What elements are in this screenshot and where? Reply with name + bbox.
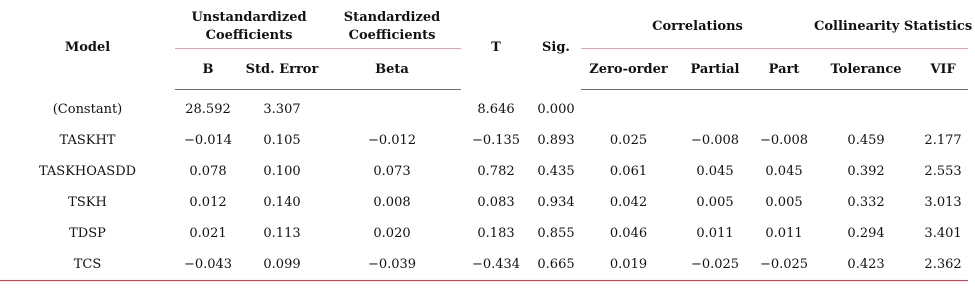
cell-tolerance [814, 90, 918, 126]
cell-zero-order: 0.019 [581, 249, 676, 281]
cell-std-error: 0.113 [263, 226, 301, 241]
cell-vif: 2.177 [924, 133, 962, 148]
cell-part [754, 90, 814, 126]
header-zero-order: Zero-order [581, 49, 676, 90]
row-model: TASKHOASDD [38, 164, 137, 179]
cell-part: 0.011 [765, 226, 803, 241]
cell-beta: −0.012 [367, 133, 417, 148]
cell-beta: 0.008 [373, 195, 411, 210]
header-part: Part [754, 49, 814, 90]
cell-t: 8.646 [477, 101, 515, 117]
header-unstandardized-coefficients [175, 6, 323, 49]
cell-sig: 0.000 [537, 101, 575, 117]
cell-partial: 0.011 [696, 226, 734, 241]
cell-zero-order: 0.042 [609, 195, 648, 210]
cell-b: −0.043 [175, 249, 241, 281]
cell-zero-order: 0.046 [609, 226, 648, 241]
cell-tolerance: 0.392 [847, 164, 885, 179]
cell-b: −0.014 [183, 133, 233, 148]
cell-std-error: 0.140 [263, 195, 301, 210]
cell-b: 0.012 [189, 195, 227, 210]
table-row [0, 187, 968, 218]
cell-std-error: 0.100 [263, 164, 301, 179]
cell-partial: −0.008 [690, 133, 740, 148]
header-b: B [175, 49, 241, 90]
cell-beta: 0.020 [373, 226, 411, 241]
cell-partial: 0.045 [696, 164, 734, 179]
cell-t: −0.135 [471, 133, 521, 148]
cell-sig: 0.435 [537, 164, 575, 179]
cell-vif: 2.362 [918, 249, 968, 281]
cell-b: 28.592 [185, 102, 231, 117]
cell-part: 0.005 [765, 195, 803, 210]
row-model: (Constant) [52, 101, 123, 117]
cell-sig: 0.893 [537, 133, 575, 148]
cell-beta: −0.039 [323, 249, 461, 281]
cell-part: −0.008 [759, 133, 809, 148]
cell-tolerance: 0.459 [847, 133, 885, 148]
cell-sig: 0.665 [531, 249, 581, 281]
header-beta: Beta [323, 49, 461, 90]
cell-vif: 3.401 [924, 226, 962, 241]
header-partial: Partial [676, 49, 754, 90]
cell-part: −0.025 [754, 249, 814, 281]
cell-sig: 0.855 [537, 226, 575, 241]
coefficients-table [0, 6, 973, 281]
row-model: TASKHT [59, 133, 116, 148]
header-collinearity-statistics: Collinearity Statistics [814, 6, 968, 49]
row-model: TCS [0, 249, 175, 281]
cell-std-error: 0.099 [241, 249, 323, 281]
header-correlations: Correlations [581, 6, 814, 49]
cell-t: 0.782 [477, 164, 515, 179]
cell-t: 0.083 [477, 195, 515, 210]
cell-t: −0.434 [461, 249, 531, 281]
cell-b: 0.021 [189, 226, 227, 241]
header-unstandardized-label: Unstandardized Coefficients [191, 10, 307, 43]
table-row [0, 156, 968, 187]
cell-part: 0.045 [765, 164, 803, 179]
cell-t: 0.183 [477, 226, 515, 241]
cell-zero-order: 0.061 [609, 164, 648, 179]
cell-beta [323, 90, 461, 126]
cell-vif [918, 90, 968, 126]
header-sig: Sig. [542, 39, 570, 55]
cell-zero-order: 0.025 [609, 133, 648, 148]
header-vif: VIF [918, 49, 968, 90]
cell-vif: 2.553 [924, 164, 962, 179]
cell-tolerance: 0.423 [814, 249, 918, 281]
table-row [0, 90, 968, 126]
cell-beta: 0.073 [373, 164, 411, 179]
cell-partial: 0.005 [696, 195, 734, 210]
row-model: TSKH [68, 195, 107, 210]
table-row [0, 125, 968, 156]
cell-tolerance: 0.332 [847, 195, 885, 210]
table-row [0, 249, 968, 281]
header-std-error: Std. Error [241, 49, 323, 90]
table-row [0, 218, 968, 249]
cell-std-error: 0.105 [263, 133, 301, 148]
row-model: TDSP [69, 226, 106, 241]
cell-sig: 0.934 [537, 195, 575, 210]
header-tolerance: Tolerance [814, 49, 918, 90]
cell-zero-order [581, 90, 676, 126]
cell-std-error: 3.307 [263, 102, 301, 117]
header-standardized-label: Standardized Coefficients [343, 10, 441, 43]
cell-partial: −0.025 [676, 249, 754, 281]
header-t: T [491, 39, 501, 55]
cell-b: 0.078 [189, 164, 227, 179]
cell-vif: 3.013 [924, 195, 962, 210]
cell-tolerance: 0.294 [847, 226, 885, 241]
header-model: Model [64, 39, 111, 55]
header-standardized-coefficients [323, 6, 461, 49]
cell-partial [676, 90, 754, 126]
